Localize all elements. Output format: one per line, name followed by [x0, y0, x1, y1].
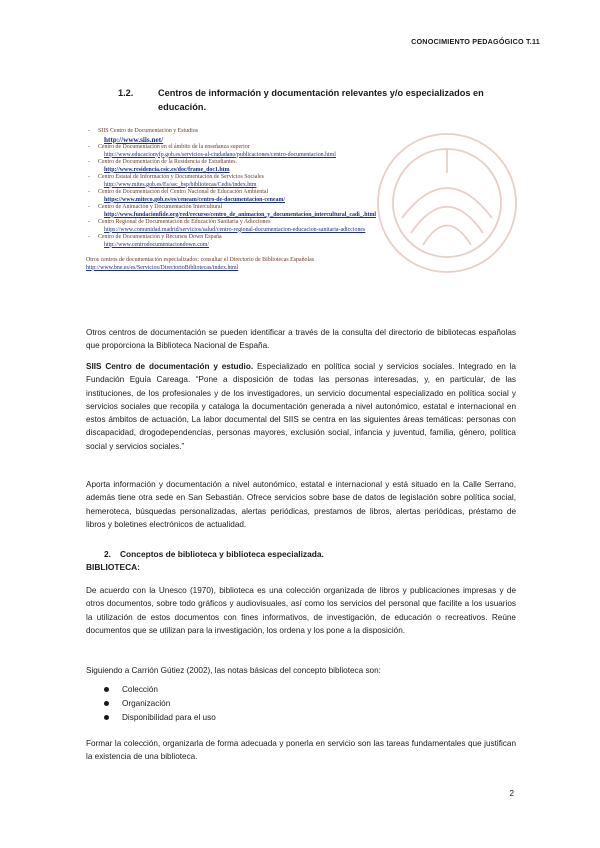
dash-icon: -: [88, 174, 90, 180]
directory-item: [86, 189, 526, 204]
directory-item-link[interactable]: https://www.miteco.gob.es/es/ceneam/centro-de-documentacion-ceneam/: [104, 196, 285, 203]
section-2-heading: [86, 548, 516, 574]
section-2-title: Conceptos de biblioteca y biblioteca especializada.: [120, 549, 324, 559]
dash-icon: -: [88, 144, 90, 150]
directory-item-name: Centro de Documentación en el ámbito de la enseñanza superior: [98, 144, 250, 150]
paragraph-tasks: Formar la colección, organizarla de forma adecuada y ponerla en servicio son las tareas fundamentales que justifican la existencia de una biblioteca.: [86, 739, 516, 762]
directory-item: [86, 128, 526, 144]
list-item: Disponibilidad para el uso: [104, 711, 216, 725]
siis-lead: SIIS Centro de documentación y estudio.: [86, 362, 254, 371]
directory-item-link[interactable]: http://www.residencia.csic.es/doc/frame_doc1.htm: [104, 166, 230, 173]
list-item: Organización: [104, 697, 216, 711]
directory-item-link[interactable]: http://www.fundacionfide.org/red/recurso/centro_de_animacion_y_documentacion_intercultural_cadi_.html: [104, 211, 376, 218]
dash-icon: -: [88, 234, 90, 240]
directory-item-link[interactable]: https://www.comunidad.madrid/servicios/salud/centro-regional-documentacion-educacion-sanitaria-adicciones: [104, 226, 366, 233]
directory-item: [86, 174, 526, 189]
dash-icon: -: [88, 204, 90, 210]
section-title: Centros de información y documentación relevantes y/o especializados en educación.: [158, 88, 484, 112]
directory-item-name: Centro de Documentación del Centro Nacional de Educación Ambiental: [98, 189, 269, 195]
directory-item-name: Centro Estatal de Información y Documentación de Servicios Sociales: [98, 174, 264, 180]
paragraph-unesco: De acuerdo con la Unesco (1970), biblioteca es una colección organizada de libros y publicaciones impresas y de otros documentos, sobre todo gráficos y audiovisuales, así como los servicios del personal que facilite a los usuarios la utilización de estos documentos con fines informativos, de investigación, de educación o recreativos. Reúne documentos que se utilizan para la investigación, los ordena y los pone a la disposición.: [86, 586, 516, 635]
directory-item-name: Centro de Animación y Documentación Intercultural: [98, 204, 223, 210]
directory-item: [86, 144, 526, 159]
directory-item-link[interactable]: http://www.siis.net/: [104, 135, 164, 144]
bullet-icon: [104, 715, 109, 720]
directory-item: [86, 159, 526, 174]
directory-item-link[interactable]: http://www.educacionyfp.gob.es/servicios-al-ciudadano/publicaciones/centro-documentacion.html: [104, 151, 336, 158]
directory-item: [86, 219, 526, 234]
paragraph-carrion: Siguiendo a Carrión Gútiez (2002), las notas básicas del concepto biblioteca son:: [86, 666, 381, 675]
section-1-2-heading: [118, 86, 518, 114]
paragraph-directory: Otros centros de documentación se pueden identificar a través de la consulta del directorio de bibliotecas españolas que proporciona la Biblioteca Nacional de España.: [86, 328, 516, 351]
scanned-directory-list: [86, 128, 526, 322]
directory-item-name: Centro Regional de Documentación de Educación Sanitaria y Adicciones: [98, 219, 271, 225]
directory-item-name: Centro de Documentación y Recursos Down España: [98, 234, 222, 240]
siis-description: Especializado en política social y servicios sociales. Integrado en la Fundación Eguía Careaga. “Pone a disposición de todas las personas interesadas, y, en particular, de las instituciones, de los profesionales y de los investigadores, un servicio documental especializado en política social y servicios sociales que recopila y cataloga la documentación generada a nivel autonómico, estatal e internacional en estos ámbitos de actuación, La labor documental del SIIS se centra en las siguientes áreas temáticas: personas con discapacidad, drogodependencias, personas mayores, exclusión social, infancia y juventud, familia, género, política social y servicios sociales.”: [86, 362, 516, 451]
directory-item-link[interactable]: http://www.mites.gob.es/Es/ssc_bsp/bibliotecas/Cedis/index.htm: [104, 181, 257, 188]
paragraph-siis-services: Aporta información y documentación a nivel autonómico, estatal e internacional y está situado en la Calle Serrano, además tiene otra sede en San Sebastián. Ofrece servicios sobre base de datos de legislación sobre política social, hemeroteca, búsquedas personalizadas, alertas periódicas, prestamos de libros, alertas periódicas, préstamo de libros y boletines electrónicos de actualidad.: [86, 480, 516, 529]
biblioteca-subheading: BIBLIOTECA:: [86, 562, 140, 572]
directory-item: [86, 234, 526, 249]
dash-icon: -: [88, 159, 90, 165]
other-centres-link[interactable]: http://www.bne.es/es/Servicios/DirectorioBibliotecas/index.html: [86, 264, 239, 271]
directory-item: [86, 204, 526, 219]
dash-icon: -: [88, 219, 90, 225]
page-header: CONOCIMIENTO PEDAGÓGICO T.11: [411, 37, 540, 46]
paragraph-siis: [86, 360, 516, 453]
directory-items: [86, 128, 526, 249]
basic-notes-list: [104, 683, 216, 725]
list-item: Colección: [104, 683, 216, 697]
dash-icon: -: [88, 128, 90, 134]
directory-item-name: SIIS Centro de Documentación y Estudios: [98, 128, 198, 134]
other-centres-text: Otros centros de documentación especializados: consultar el Directorio de Bibliotecas Españolas: [86, 257, 315, 263]
page-number: 2: [509, 788, 514, 798]
bullet-icon: [104, 701, 109, 706]
directory-item-link[interactable]: http://www.centrodocumentaciondown.com/: [104, 241, 209, 248]
bullet-icon: [104, 687, 109, 692]
dash-icon: -: [88, 189, 90, 195]
directory-item-name: Centro de Documentación de la Residencia de Estudiantes.: [98, 159, 238, 165]
section-number: 1.2.: [118, 88, 134, 98]
section-2-number: 2.: [104, 549, 111, 559]
